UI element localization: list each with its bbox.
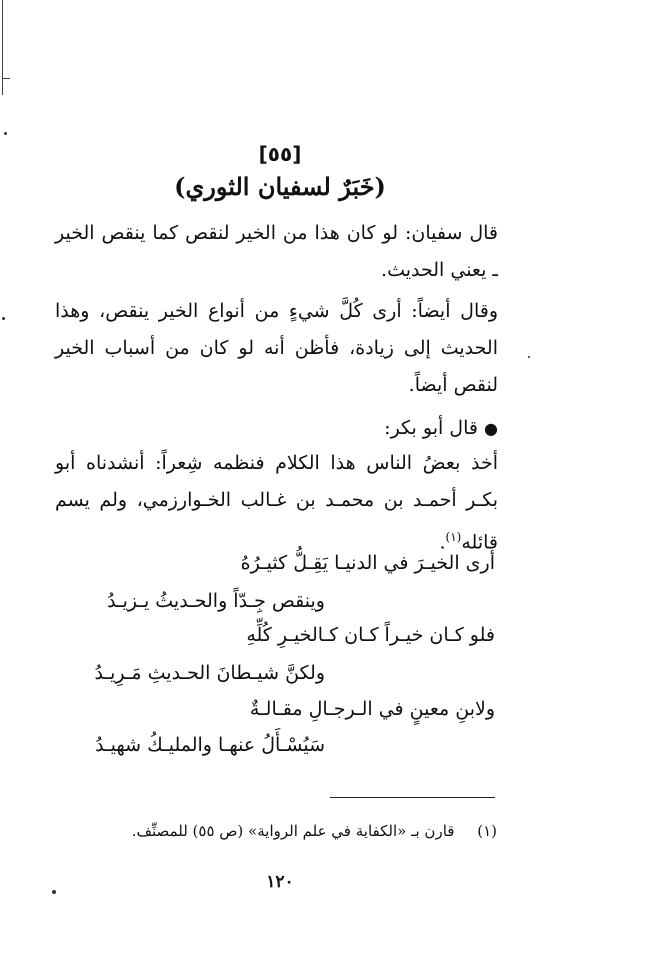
- abu-bakr-label: قال أبو بكر:: [384, 417, 478, 439]
- footnote-text: قارن بـ «الكفاية في علم الرواية» (ص ٥٥) للمصنِّف.: [131, 822, 455, 840]
- poem-verse-1: أرى الخيـرَ في الدنيـا يَقِـلُّ كثيـرُهُ: [240, 552, 495, 574]
- page-number: ١٢٠: [266, 872, 294, 892]
- poem-verse-3: فلو كـان خيـراً كـان كـالخيـرِ كُلِّهِ: [246, 624, 495, 646]
- poem-verse-5: ولابنِ معينٍ في الـرجـالِ مقـالـةٌ: [249, 698, 495, 720]
- paragraph-1: قال سفيان: لو كان هذا من الخير لنقص كما ينقص الخير ـ يعني الحديث.: [55, 222, 498, 281]
- poem-verse-4: ولكنَّ شيـطانَ الحـديثِ مَـرِيـدُ: [94, 662, 325, 684]
- section-title: (خَبَرٌ لسفيان الثوري): [174, 172, 386, 201]
- section-number: [٥٥]: [258, 142, 302, 166]
- margin-line: [2, 0, 3, 95]
- abu-bakr-heading: [55, 410, 498, 447]
- paragraph-2: وقال أيضاً: أرى كُلَّ شيءٍ من أنواع الخير ينقص، وهذا الحديث إلى زيادة، فأظن أنه لو كان من أسباب الخير لنقص أيضاً.: [55, 300, 498, 396]
- speck-dot: [528, 356, 530, 358]
- footnote-marker[interactable]: (١): [445, 530, 462, 544]
- margin-dot: [4, 132, 7, 135]
- bullet-icon: ●: [484, 419, 498, 438]
- footnote-number: (١): [477, 822, 497, 840]
- footnote: [132, 822, 497, 840]
- abu-bakr-text: أخذ بعضُ الناس هذا الكلام فنظمه شِعراً: أنشدناه أبو بكـر أحمـد بن محمـد بن غـالب الخـوارزمي، ولم يسم قائله: [55, 452, 498, 554]
- margin-dot: [2, 317, 5, 320]
- footnote-divider: [330, 797, 495, 798]
- abu-bakr-paragraph: أخذ بعضُ الناس هذا الكلام فنظمه شِعراً: أنشدناه أبو بكـر أحمـد بن محمـد بن غـالب الخـوارزمي، ولم يسم قائله$^{(١)}$.: [55, 452, 498, 554]
- poem-verse-2: وينقص جِـدّاً والحـديثُ يـزيـدُ: [107, 590, 325, 612]
- margin-tick: [2, 78, 10, 79]
- poem-verse-6: سَيُسْـأَلُ عنهـا والمليـكُ شهيـدُ: [95, 734, 325, 756]
